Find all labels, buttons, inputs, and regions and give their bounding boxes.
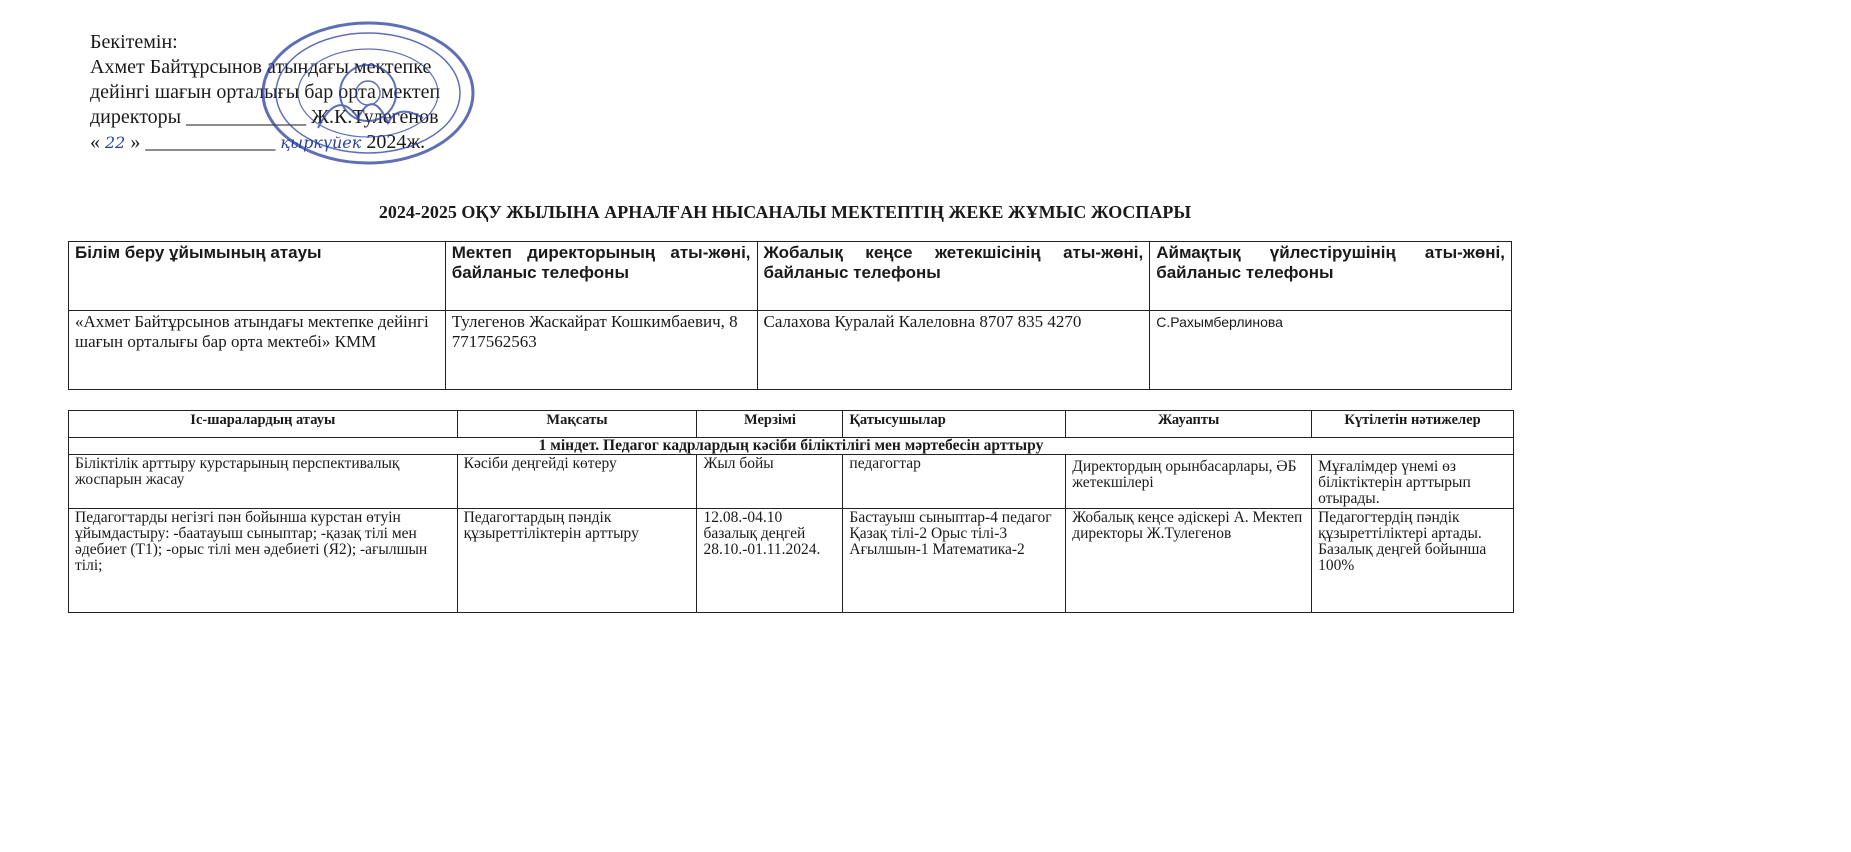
approval-line: директоры ____________ Ж.К.Тулегенов (90, 106, 439, 128)
page-title: 2024-2025 ОҚУ ЖЫЛЫНА АРНАЛҒАН НЫСАНАЛЫ МЕКТЕПТІҢ ЖЕКЕ ЖҰМЫС ЖОСПАРЫ (378, 202, 1192, 222)
date-line: » _____________ (130, 131, 276, 153)
table-cell: Біліктілік арттыру курстарының перспективалық жоспарын жасау (69, 455, 458, 509)
header-cell: Күтілетін нәтижелер (1312, 411, 1514, 438)
section-title: 1 міндет. Педагог кадрлардың кәсіби біліктілігі мен мәртебесін арттыру (69, 438, 1514, 455)
header-cell: Қатысушылар (843, 411, 1066, 438)
approval-line: Ахмет Байтұрсынов атындағы мектепке (90, 56, 432, 78)
table-cell: Мұғалімдер үнемі өз біліктіктерін арттырып отырады. (1312, 455, 1514, 509)
table-row (69, 455, 1514, 509)
header-cell: Білім беру ұйымының атауы (69, 242, 446, 311)
header-cell: Мерзімі (697, 411, 843, 438)
table-header-row (69, 242, 1512, 311)
info-table (68, 241, 1512, 390)
header-cell: Жауапты (1066, 411, 1312, 438)
date-prefix: « (90, 131, 100, 153)
official-stamp-icon (258, 18, 478, 168)
table-cell: Педагогтердің пәндік құзыреттіліктері артады. Базалық деңгей бойынша 100% (1312, 509, 1514, 613)
table-cell: Жобалық кеңсе әдіскері А. Мектеп директоры Ж.Тулегенов (1066, 509, 1312, 613)
table-cell: 12.08.-04.10 базалық деңгей 28.10.-01.11.2024. (697, 509, 843, 613)
plan-table (68, 410, 1514, 613)
table-cell: «Ахмет Байтұрсынов атындағы мектепке дейінгі шағын орталығы бар орта мектебі» КММ (69, 311, 446, 390)
header-cell: Мектеп директорының аты-жөні, байланыс телефоны (445, 242, 757, 311)
table-cell: Кәсіби деңгейді көтеру (457, 455, 697, 509)
header-cell: Аймақтық үйлестірушінің аты-жөні, байланыс телефоны (1150, 242, 1512, 311)
table-cell: Педагогтардың пәндік құзыреттіліктерін арттыру (457, 509, 697, 613)
approval-line: дейінгі шағын орталығы бар орта мектеп (90, 81, 441, 103)
approval-line: Бекітемін: (90, 31, 178, 53)
header-cell: Мақсаты (457, 411, 697, 438)
table-cell: Тулегенов Жаскайрат Кошкимбаевич, 8 7717562563 (445, 311, 757, 390)
table-header-row (69, 411, 1514, 438)
table-cell: педагогтар (843, 455, 1066, 509)
table-cell: С.Рахымберлинова (1150, 311, 1512, 390)
header-cell: Іс-шаралардың атауы (69, 411, 458, 438)
table-row (69, 311, 1512, 390)
table-cell: Салахова Куралай Калеловна 8707 835 4270 (757, 311, 1150, 390)
table-cell: Бастауыш сыныптар-4 педагог Қазақ тілі-2 Орыс тілі-3 Ағылшын-1 Математика-2 (843, 509, 1066, 613)
date-month-handwritten: қыркүйек (280, 133, 362, 152)
table-cell: Директордың орынбасарлары, ӘБ жетекшілері (1066, 455, 1312, 509)
header-cell: Жобалық кеңсе жетекшісінің аты-жөні, байланыс телефоны (757, 242, 1150, 311)
table-row (69, 509, 1514, 613)
date-year: 2024ж. (366, 131, 426, 153)
table-cell: Жыл бойы (697, 455, 843, 509)
section-row (69, 438, 1514, 455)
table-cell: Педагогтарды негізгі пән бойынша курстан өтуін ұйымдастыру: -баатауыш сыныптар; -қазақ тілі мен әдебиет (Т1); -орыс тілі мен әдебиеті (Я2); -ағылшын тілі; (69, 509, 458, 613)
date-day-handwritten: 22 (105, 133, 126, 152)
